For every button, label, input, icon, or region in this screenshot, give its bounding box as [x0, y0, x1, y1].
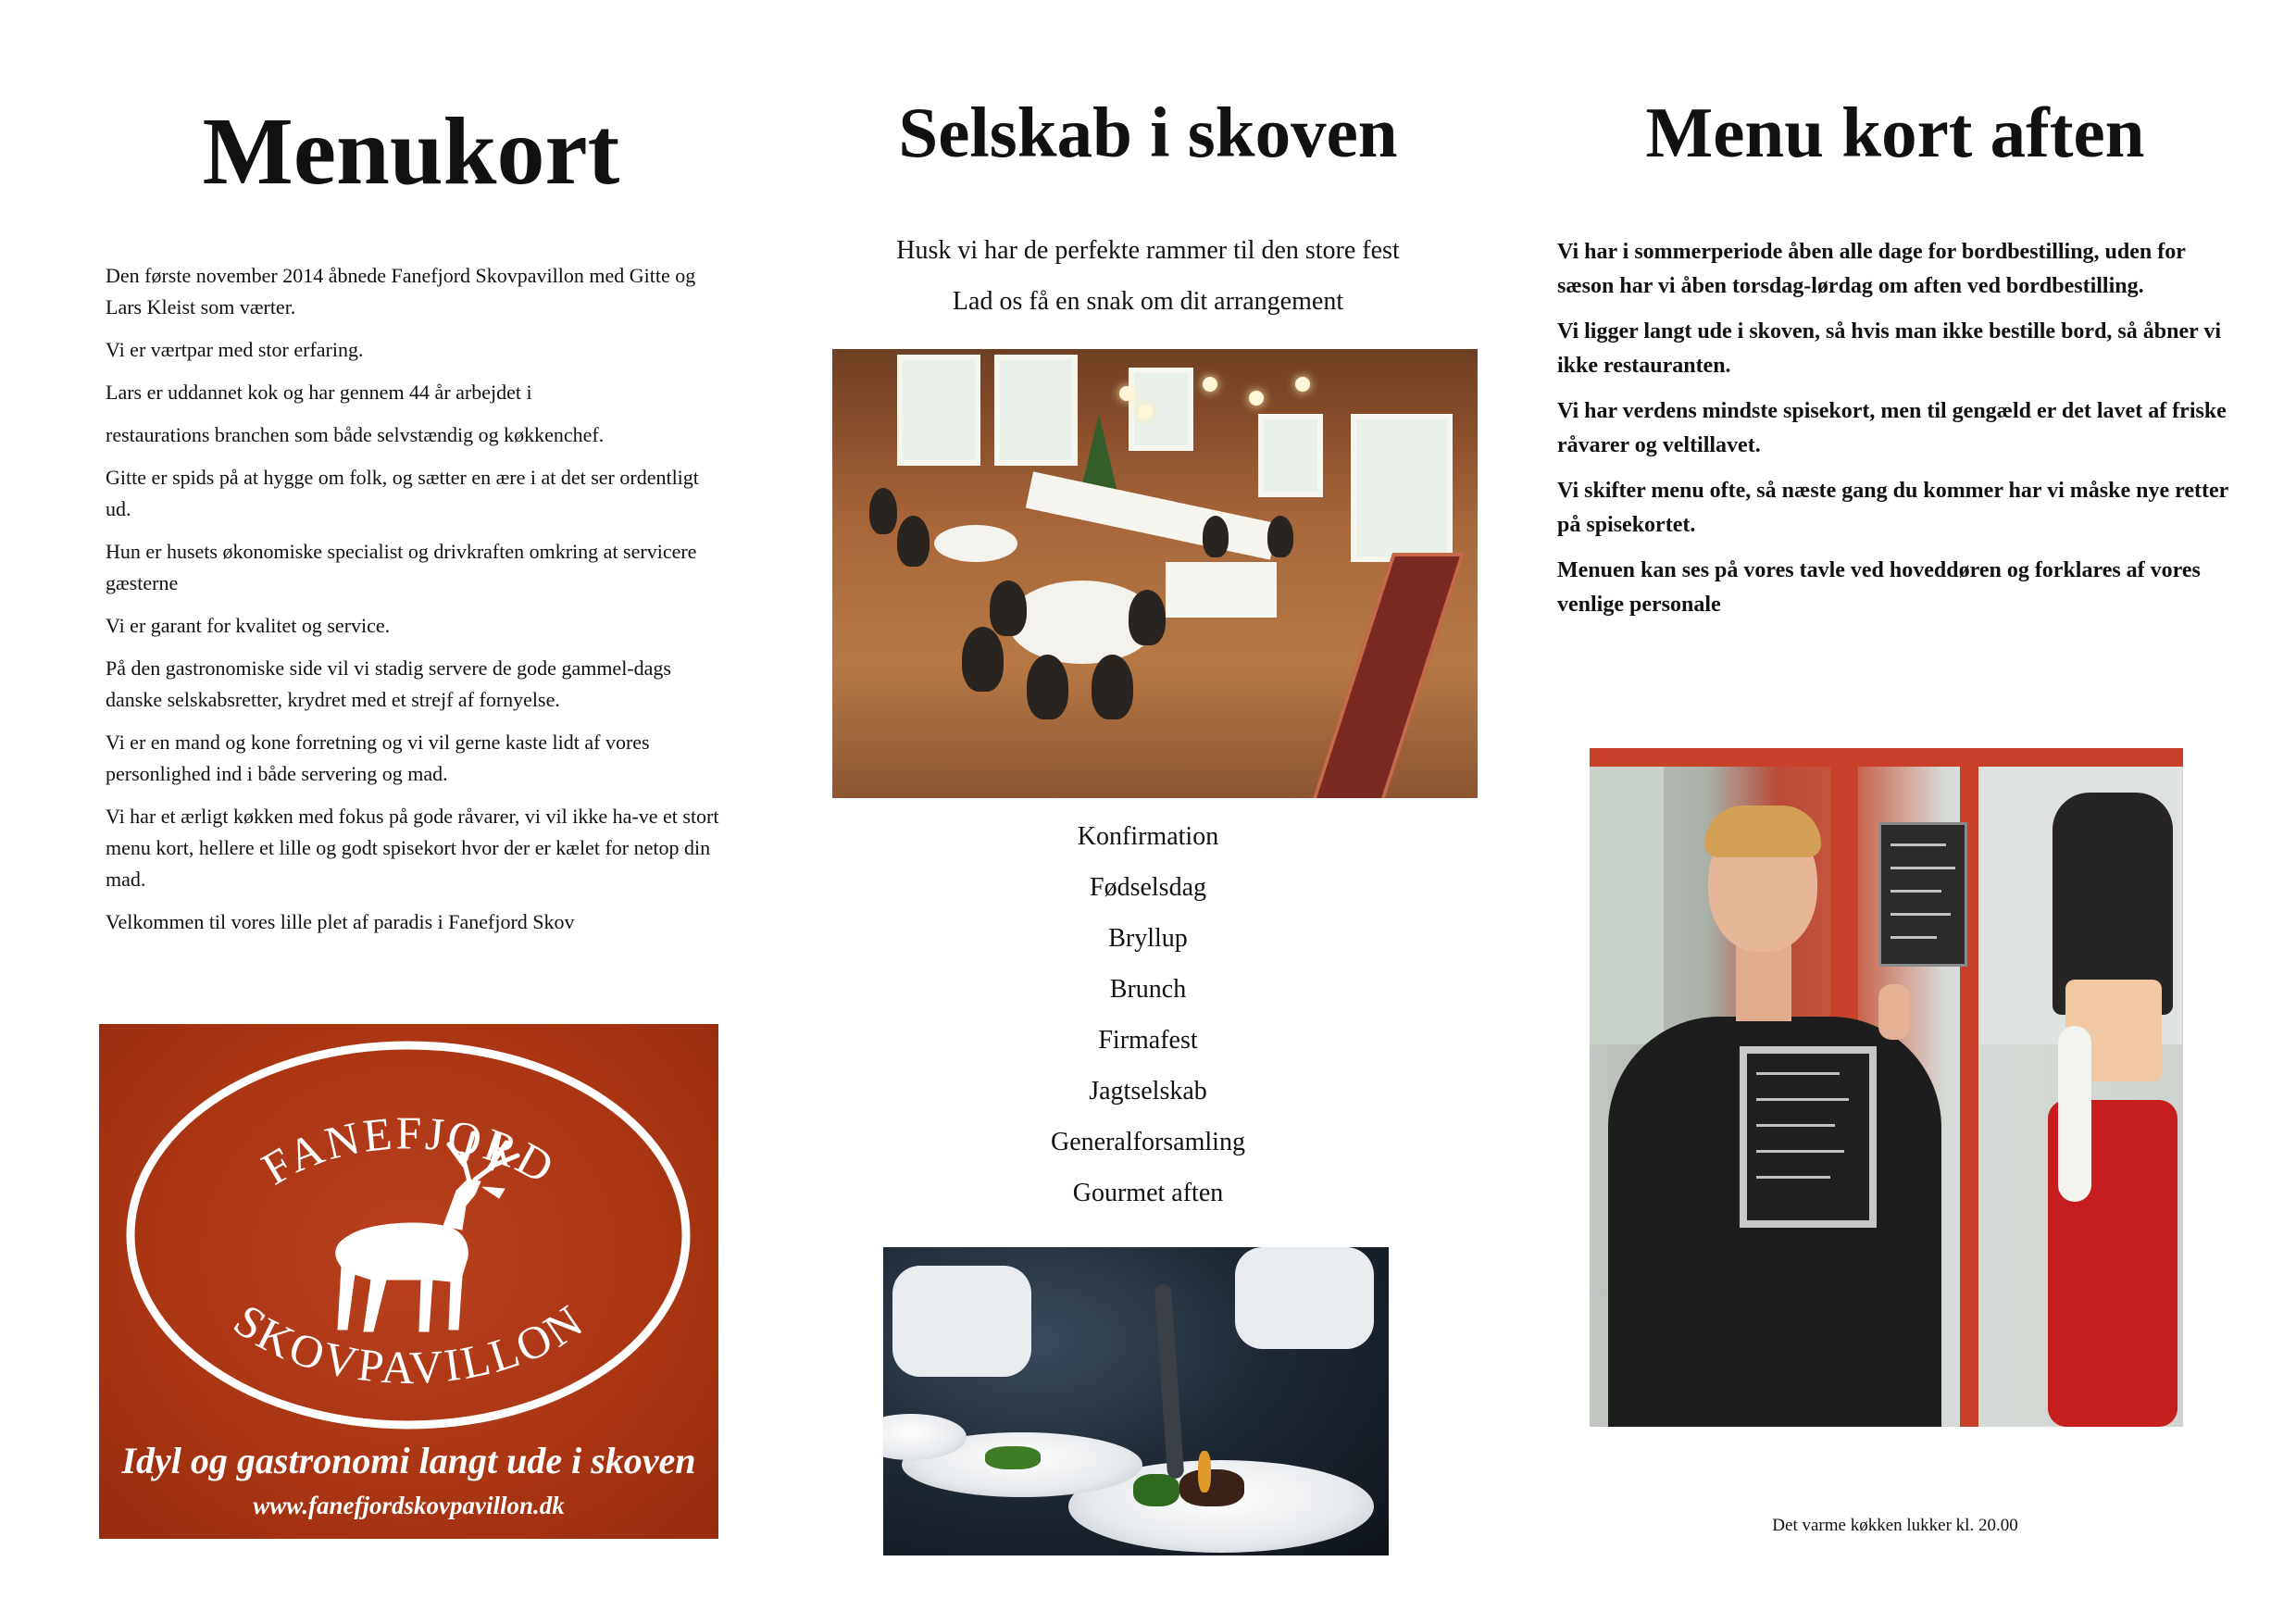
guest: [1203, 516, 1229, 557]
dinner-text: [1557, 235, 2233, 633]
intro-paragraph: Lars er uddannet kok og har gennem 44 år arbejdet i: [106, 381, 532, 404]
kitchen-closing-note: Det varme køkken lukker kl. 20.00: [1772, 1516, 2018, 1535]
guest: [1267, 516, 1293, 557]
food: [1133, 1474, 1179, 1506]
lamp: [1203, 377, 1217, 392]
event-item: Bryllup: [1108, 924, 1188, 953]
party-hall-photo: [832, 349, 1478, 798]
food: [1179, 1469, 1244, 1506]
intro-paragraph: Gitte er spids på at hygge om folk, og sætter en ære i at det ser ordentligt ud.: [106, 466, 699, 520]
dinner-paragraph: Vi skifter menu ofte, så næste gang du kommer har vi måske nye retter på spisekortet.: [1557, 479, 2228, 537]
intro-paragraph: Vi har et ærligt køkken med fokus på gode råvarer, vi vil ikke ha-ve et stort menu kort, hellere et lille og godt spisekort hvor der er kælet for netop din mad.: [106, 805, 719, 891]
dinner-paragraph: Vi har verdens mindste spisekort, men til gengæld er det lavet af friske råvarer og veltillavet.: [1557, 399, 2227, 457]
event-item: Firmafest: [1098, 1026, 1198, 1055]
long-table: [1166, 562, 1277, 618]
nutcracker-beard: [2058, 1026, 2091, 1202]
selskab-title: Selskab i skoven: [898, 93, 1398, 172]
guest: [990, 581, 1027, 636]
event-item: Generalforsamling: [1051, 1128, 1245, 1156]
event-item: Brunch: [1109, 975, 1187, 1004]
party-intro: [815, 225, 1481, 327]
guest: [1027, 655, 1068, 719]
door-glass: [1590, 767, 1664, 1044]
intro-paragraph: Hun er husets økonomiske specialist og drivkraften omkring at servicere gæsterne: [106, 540, 697, 594]
logo-bottom-text: SKOVPAVILLON: [224, 1293, 594, 1394]
dinner-paragraph: Menuen kan ses på vores tavle ved hoveddøren og forklares af vores venlige personale: [1557, 558, 2201, 617]
guest: [1129, 590, 1166, 645]
chef-sleeve: [1235, 1247, 1374, 1349]
chalk-line: [1756, 1150, 1844, 1153]
menu-aften-title: Menu kort aften: [1645, 93, 2145, 172]
intro-paragraph: Den første november 2014 åbnede Fanefjord Skovpavillon med Gitte og Lars Kleist som værter.: [106, 264, 696, 319]
dinner-paragraph: Vi ligger langt ude i skoven, så hvis man ikke bestille bord, så åbner vi ikke restauranten.: [1557, 319, 2221, 378]
party-intro-line: Husk vi har de perfekte rammer til den store fest: [896, 236, 1400, 265]
held-menu-board: [1740, 1046, 1877, 1228]
logo-tagline: Idyl og gastronomi langt ude i skoven: [121, 1440, 696, 1481]
long-table: [1026, 471, 1278, 559]
intro-paragraph: restaurations branchen som både selvstændig og køkkenchef.: [106, 423, 605, 446]
rug: [1309, 553, 1465, 798]
window: [897, 355, 980, 466]
event-item: Konfirmation: [1077, 822, 1219, 851]
lamp: [1295, 377, 1310, 392]
party-intro-line: Lad os få en snak om dit arrangement: [952, 287, 1344, 316]
pointing-hand: [1878, 984, 1910, 1040]
event-item: Fødselsdag: [1090, 873, 1206, 902]
plating-photo: [883, 1247, 1389, 1555]
chalk-line: [1756, 1098, 1849, 1101]
guest: [962, 627, 1004, 692]
guest: [1092, 655, 1133, 719]
chalk-line: [1890, 890, 1941, 893]
chalk-line: [1890, 913, 1951, 916]
round-table: [934, 525, 1017, 562]
intro-paragraph: Vi er en mand og kone forretning og vi vil gerne kaste lidt af vores personlighed ind i både servering og mad.: [106, 731, 650, 785]
intro-paragraph: Vi er værtpar med stor erfaring.: [106, 338, 364, 361]
chef-sleeve: [892, 1266, 1031, 1377]
menukort-title: Menukort: [202, 98, 620, 205]
window: [1351, 414, 1453, 562]
window: [994, 355, 1078, 466]
window: [1258, 414, 1323, 497]
logo-top-text: FANEFJORD: [253, 1106, 565, 1195]
tongs: [1154, 1284, 1185, 1480]
chalk-line: [1756, 1072, 1840, 1075]
guest: [869, 488, 897, 534]
chalk-line: [1756, 1124, 1835, 1127]
chalk-line: [1890, 843, 1946, 846]
event-list: [815, 811, 1481, 1218]
chef-hair: [1704, 806, 1821, 857]
chalk-line: [1756, 1176, 1830, 1179]
guest: [897, 516, 930, 567]
fanefjord-logo: [99, 1024, 718, 1539]
intro-paragraph: Velkommen til vores lille plet af paradis i Fanefjord Skov: [106, 910, 575, 933]
chef-entrance-photo: [1590, 748, 2183, 1427]
door-frame: [1590, 748, 2183, 767]
lamp: [1249, 391, 1264, 406]
wall-menu-board: [1878, 822, 1967, 967]
food: [985, 1446, 1041, 1469]
event-item: Gourmet aften: [1072, 1179, 1224, 1207]
intro-paragraph: Vi er garant for kvalitet og service.: [106, 614, 391, 637]
event-item: Jagtselskab: [1089, 1077, 1207, 1106]
intro-paragraph: På den gastronomiske side vil vi stadig servere de gode gammel-dags danske selskabsretter, krydret med et strejf af fornyelse.: [106, 656, 671, 711]
food: [1198, 1451, 1211, 1493]
chalk-line: [1890, 867, 1955, 869]
deer-icon: [336, 1133, 518, 1331]
lamp: [1119, 386, 1134, 401]
intro-text: [106, 260, 724, 949]
chalk-line: [1890, 936, 1937, 939]
logo-url: www.fanefjordskovpavillon.dk: [253, 1492, 565, 1519]
lamp: [1138, 405, 1153, 419]
dinner-paragraph: Vi har i sommerperiode åben alle dage for bordbestilling, uden for sæson har vi åben torsdag-lørdag om aften ved bordbestilling.: [1557, 240, 2186, 298]
